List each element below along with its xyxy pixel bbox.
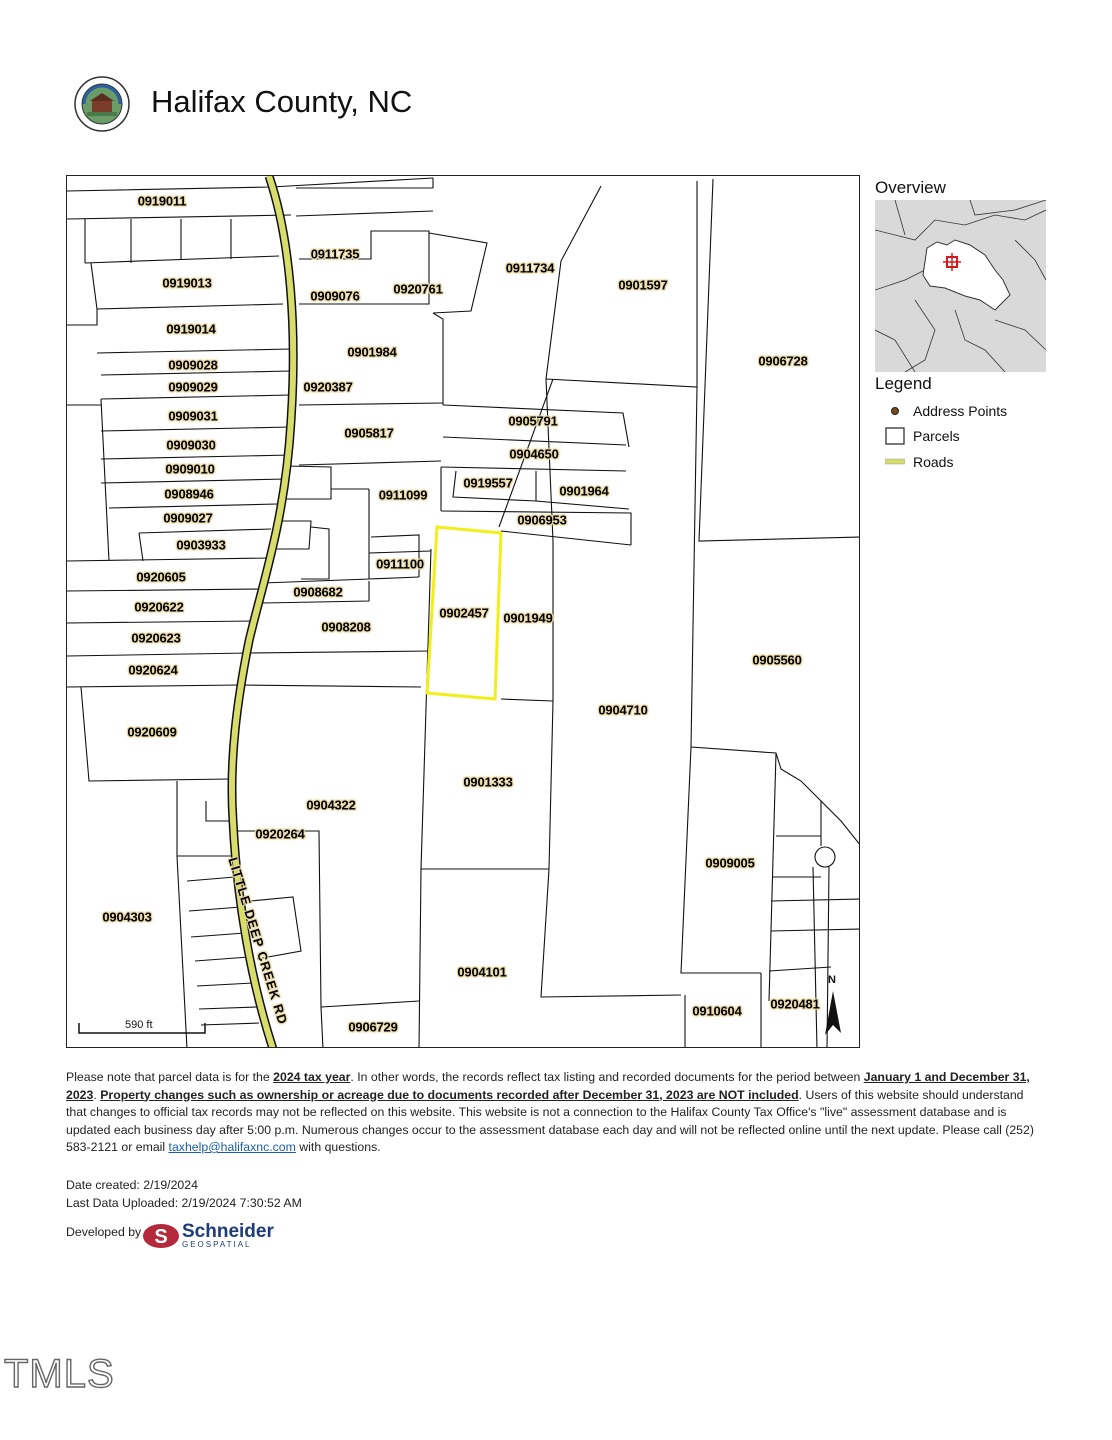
parcel-label[interactable]: 0906953 — [517, 512, 567, 528]
legend-item-label: Address Points — [913, 403, 1008, 419]
point-icon — [885, 402, 905, 420]
schneider-sub: GEOSPATIAL — [182, 1240, 252, 1249]
parcel-label[interactable]: 0906728 — [758, 353, 808, 369]
page-title: Halifax County, NC — [151, 84, 413, 119]
parcel-label[interactable]: 0910604 — [692, 1003, 742, 1019]
parcel-label[interactable]: 0905560 — [752, 652, 802, 668]
overview-map[interactable] — [875, 200, 1046, 372]
watermark-logo: TMLS — [4, 1352, 115, 1396]
parcel-square-icon — [885, 427, 905, 445]
date-created: Date created: 2/19/2024 — [66, 1178, 198, 1192]
parcel-label[interactable]: 0920605 — [136, 569, 186, 585]
schneider-s-icon — [142, 1223, 180, 1249]
parcel-label[interactable]: 0911735 — [310, 246, 360, 262]
parcel-label-selected[interactable]: 0902457 — [439, 605, 489, 621]
road-label: LITTLE DEEP CREEK RD — [225, 855, 291, 1027]
parcel-label[interactable]: 0901984 — [347, 344, 397, 360]
parcel-label[interactable]: 0920609 — [127, 724, 177, 740]
parcel-label[interactable]: 0920761 — [393, 281, 443, 297]
schneider-name: Schneider — [182, 1221, 274, 1242]
schneider-logo[interactable] — [142, 1222, 274, 1249]
parcel-label[interactable]: 0909076 — [310, 288, 360, 304]
email-link[interactable]: taxhelp@halifaxnc.com — [168, 1140, 296, 1154]
disclaimer-text: Please note that parcel data is for the 2024 tax year. In other words, the records reflect tax listing and recorded documents for the period between January 1 and December 31, 2023. Property changes such as ownership or acreage due to documents recorded after December 31, 2023 are NOT included. Users of this website should understand that changes to official tax records may not be reflected on this website. This website is not a connection to the Halifax County Tax Office's "live" assessment database and is updated each business day after 5:00 p.m. Numerous changes occur to the assessment database each day and will not be reflected online until the next update. Please call (252) 583-2121 or email taxhelp@halifaxnc.com with questions. — [66, 1070, 1034, 1154]
parcel-label[interactable]: 0919013 — [162, 275, 212, 291]
county-seal-logo — [74, 76, 130, 132]
parcel-label[interactable]: 0919557 — [463, 475, 513, 491]
tax-year-text: 2024 tax year — [273, 1070, 351, 1084]
parcel-label[interactable]: 0909010 — [165, 461, 215, 477]
parcel-label[interactable]: 0904710 — [598, 702, 648, 718]
parcel-label[interactable]: 0920622 — [134, 599, 184, 615]
parcel-map[interactable] — [66, 175, 860, 1048]
parcel-label[interactable]: 0904303 — [102, 909, 152, 925]
legend-item-address-points — [885, 402, 1007, 420]
parcel-label[interactable]: 0909031 — [168, 408, 218, 424]
parcel-label[interactable]: 0920624 — [128, 662, 178, 678]
legend-item-label: Roads — [913, 454, 954, 470]
parcel-label[interactable]: 0909029 — [168, 379, 218, 395]
parcel-label[interactable]: 0904322 — [306, 797, 356, 813]
parcel-label[interactable]: 0905817 — [344, 425, 394, 441]
legend-item-roads — [885, 453, 953, 471]
parcel-label[interactable]: 0908682 — [293, 584, 343, 600]
legend-item-label: Parcels — [913, 428, 960, 444]
parcel-label[interactable]: 0909030 — [166, 437, 216, 453]
parcel-label[interactable]: 0904650 — [509, 446, 559, 462]
parcel-label[interactable]: 0919011 — [137, 193, 187, 209]
north-label: N — [828, 974, 836, 986]
parcel-label[interactable]: 0920387 — [303, 379, 353, 395]
parcel-label[interactable]: 0911734 — [505, 260, 555, 276]
parcel-label[interactable]: 0908208 — [321, 619, 371, 635]
svg-text:S: S — [154, 1225, 168, 1248]
developed-by-label: Developed by — [66, 1225, 142, 1239]
period-text: January 1 and December 31, 2023 — [66, 1070, 1030, 1102]
parcel-label[interactable]: 0909005 — [705, 855, 755, 871]
legend-item-parcels — [885, 427, 960, 445]
parcel-label[interactable]: 0920623 — [131, 630, 181, 646]
road-line-icon — [885, 453, 905, 471]
parcel-label[interactable]: 0901597 — [618, 277, 668, 293]
overview-title: Overview — [875, 178, 946, 197]
parcel-label[interactable]: 0919014 — [166, 321, 216, 337]
parcel-label[interactable]: 0906729 — [348, 1019, 398, 1035]
parcel-label[interactable]: 0901964 — [559, 483, 609, 499]
scale-label: 590 ft — [125, 1019, 153, 1031]
parcel-label[interactable]: 0920264 — [255, 826, 305, 842]
parcel-label[interactable]: 0909027 — [163, 510, 213, 526]
parcel-label[interactable]: 0901333 — [463, 774, 513, 790]
parcel-label[interactable]: 0909028 — [168, 357, 218, 373]
parcel-label[interactable]: 0901949 — [503, 610, 553, 626]
parcel-label[interactable]: 0905791 — [508, 413, 558, 429]
parcel-label[interactable]: 0904101 — [457, 964, 507, 980]
last-data-uploaded: Last Data Uploaded: 2/19/2024 7:30:52 AM — [66, 1196, 302, 1210]
legend-title: Legend — [875, 374, 932, 393]
parcel-label[interactable]: 0903933 — [176, 537, 226, 553]
parcel-label[interactable]: 0911100 — [376, 556, 424, 572]
parcel-label[interactable]: 0908946 — [164, 486, 214, 502]
parcel-label[interactable]: 0911099 — [378, 487, 428, 503]
not-included-text: Property changes such as ownership or acreage due to documents recorded after December 31, 2023 are NOT included — [100, 1087, 799, 1102]
parcel-label[interactable]: 0920481 — [770, 996, 820, 1012]
